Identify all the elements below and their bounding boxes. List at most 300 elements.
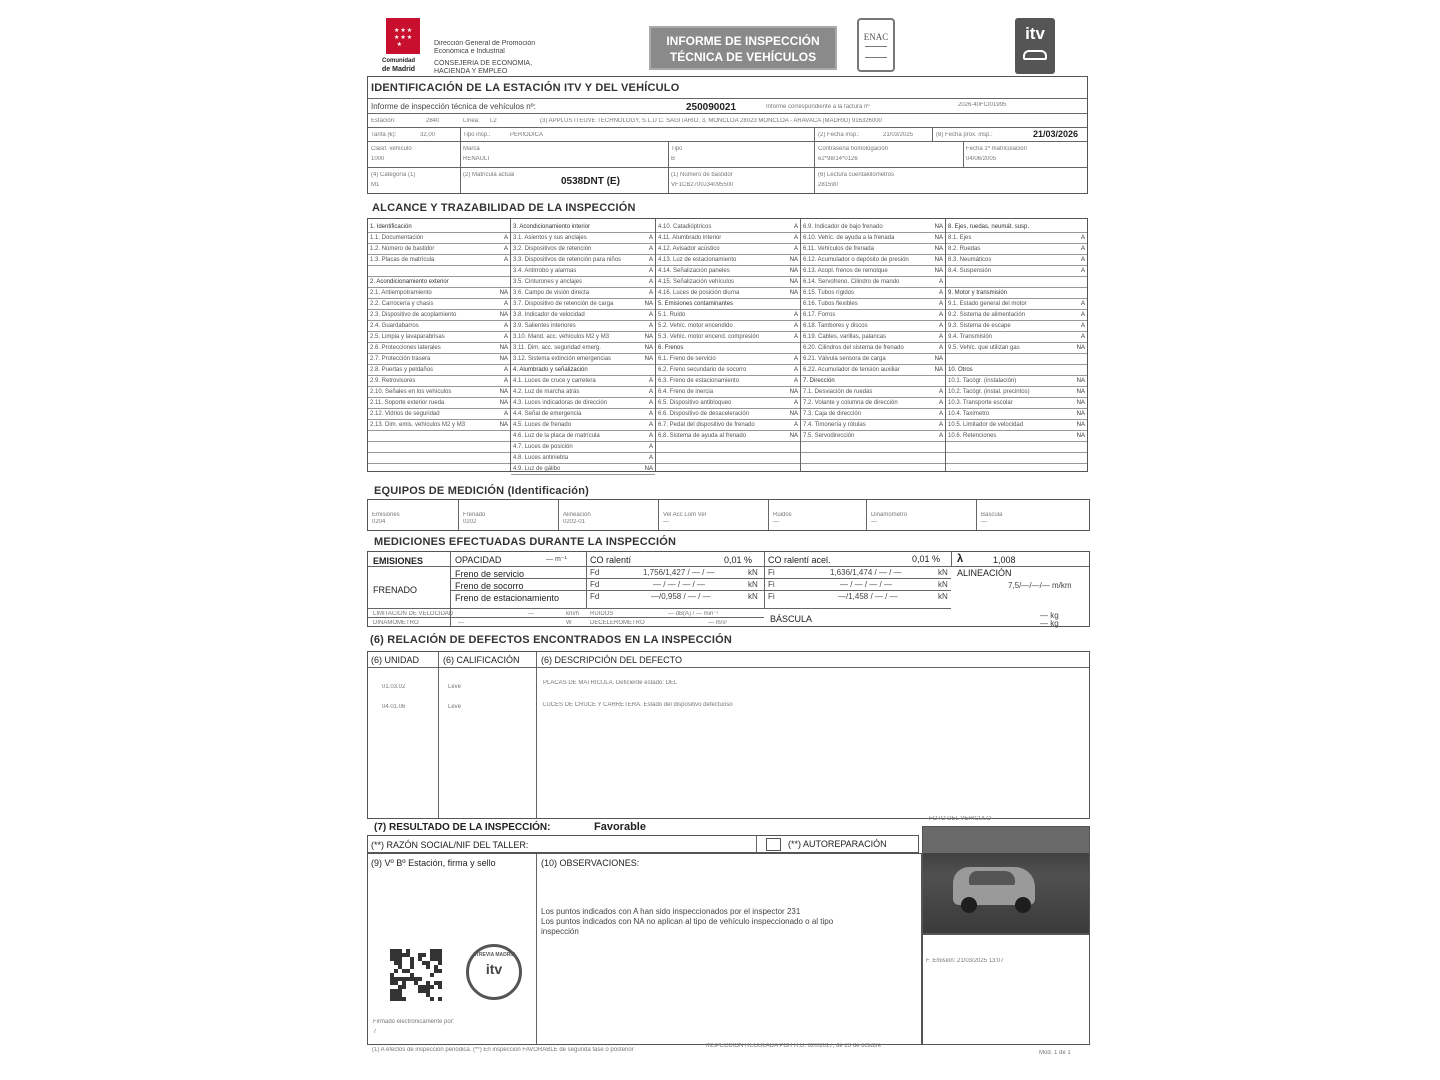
gov-logo <box>382 18 424 76</box>
parking-fi-label: Fi <box>768 593 775 601</box>
scope-item <box>368 354 510 365</box>
scope-item <box>511 409 655 420</box>
scope-item-label: 8.4. Suspensión <box>948 268 992 274</box>
dept-line2: Económica e Industrial <box>434 48 505 55</box>
scope-item <box>656 299 800 310</box>
scope-item <box>656 277 800 288</box>
self-repair-label: (**) AUTOREPARACIÓN <box>788 839 887 849</box>
scope-item-value: NA <box>499 312 508 318</box>
equipment-cell <box>558 500 659 530</box>
scope-item-value: A <box>1080 246 1085 252</box>
defect-unit-1: 01.03.02 <box>382 684 406 690</box>
equipment-label: Frenado <box>463 512 486 518</box>
seal-text: itv <box>485 961 503 977</box>
scope-item-label: 6.7. Pedal del dispositivo de frenado <box>658 422 755 428</box>
scope-item-value: A <box>648 444 653 450</box>
equipment-cell <box>458 500 559 530</box>
line-label: Línea: <box>463 118 480 124</box>
first-reg-value: 04/06/2005 <box>966 156 997 162</box>
gov-line2: de Madrid <box>382 66 416 73</box>
scope-item-label: 6.2. Freno secundario de socorro <box>658 367 747 373</box>
scope-item <box>511 453 655 464</box>
scale-value-1: — kg <box>1040 612 1059 620</box>
signature-label: (9) Vº Bº Estación, firma y sello <box>371 858 496 868</box>
scope-item <box>656 321 800 332</box>
emergency-brake-label: Freno de socorro <box>455 581 524 591</box>
scope-item <box>368 321 510 332</box>
decel-label: DECELERÓMETRO <box>590 620 645 626</box>
scope-item <box>946 255 1087 266</box>
odometer-value: 281590 <box>818 182 839 188</box>
scope-item-label: 8. Ejes, ruedas, neumát. susp. <box>948 224 1030 230</box>
service-fd-label: Fd <box>590 569 600 577</box>
scope-item-value: A <box>648 389 653 395</box>
type-insp-value: PERIÓDICA <box>510 132 544 138</box>
scope-item-value: A <box>938 290 943 296</box>
scope-item-label: 5.2. Vehíc. motor encendido <box>658 323 733 329</box>
scope-item <box>946 233 1087 244</box>
signed-by-label: Firmado electrónicamente por: <box>373 1019 455 1025</box>
measurements-title: MEDICIONES EFECTUADAS DURANTE LA INSPECCIÓN <box>374 536 677 548</box>
scope-item-value: NA <box>644 356 653 362</box>
scope-item-value: NA <box>1076 411 1085 417</box>
scope-item-label: 3.2. Dispositivos de retención <box>513 246 592 252</box>
scope-item-value: A <box>938 334 943 340</box>
scope-item-label: 9. Motor y transmisión <box>948 290 1008 296</box>
odometer-label: (6) Lectura cuentakilómetros <box>818 172 895 178</box>
vehicle-photo <box>922 826 1090 934</box>
scope-item-label: 5.1. Ruido <box>658 312 686 318</box>
scope-item <box>511 321 655 332</box>
scope-item-label: 2. Acondicionamiento exterior <box>370 279 449 285</box>
noise-value: — dB(A) / — min⁻¹ <box>668 611 719 617</box>
fee-value: 32,00 <box>420 132 436 138</box>
scope-item <box>656 244 800 255</box>
scope-item-label: 8.2. Ruedas <box>948 246 981 252</box>
scope-item-value: A <box>503 367 508 373</box>
scope-item <box>946 453 1087 464</box>
scope-item <box>511 255 655 266</box>
scope-item <box>656 354 800 365</box>
scope-item <box>946 354 1087 365</box>
scope-item <box>511 310 655 321</box>
fee-label: Tarifa (€): <box>371 132 397 138</box>
scope-item-label: 6.8. Sistema de ayuda al frenado <box>658 433 747 439</box>
scope-item <box>511 343 655 354</box>
scope-item <box>656 365 800 376</box>
scope-item-value: A <box>793 312 798 318</box>
scope-item-value: NA <box>1076 378 1085 384</box>
scope-item <box>656 288 800 299</box>
scope-item-label: 6.9. Indicador de bajo frenado <box>803 224 883 230</box>
footer-right: Mod. 1 de 1 <box>1039 1050 1071 1056</box>
seal-ring-text: ATREVIA MADRID <box>472 952 516 958</box>
service-brake-label: Freno de servicio <box>455 569 525 579</box>
next-date-label: (8) Fecha prox. insp.: <box>936 132 993 138</box>
scope-item-label: 9.3. Sistema de escape <box>948 323 1011 329</box>
tipo-label: Tipo <box>671 146 683 152</box>
scope-item <box>511 398 655 409</box>
scope-item-value: A <box>503 301 508 307</box>
scope-item-value: NA <box>644 301 653 307</box>
scope-item-value: A <box>648 257 653 263</box>
photo-label: FOTO DEL VEHÍCULO <box>929 816 992 822</box>
scope-item-label: 9.1. Estado general del motor <box>948 301 1027 307</box>
scope-item-label: 6. Frenos <box>658 345 684 351</box>
scope-item <box>511 222 655 233</box>
scope-item-value: A <box>793 367 798 373</box>
emergency-fi-value: — / — / — / — <box>840 581 893 589</box>
service-fi-value: 1,636/1,474 / — / — <box>830 569 902 577</box>
scope-item-value: A <box>1080 301 1085 307</box>
scope-item <box>656 398 800 409</box>
dept-line1: Dirección General de Promoción <box>434 40 536 47</box>
scope-item-label: 4.11. Alumbrado interior <box>658 235 722 241</box>
scope-item-value: NA <box>934 257 943 263</box>
equipment-value: — <box>871 519 877 525</box>
homolog-label: Contraseña homologación <box>818 146 889 152</box>
scope-item <box>368 387 510 398</box>
identification-section <box>367 76 1088 194</box>
scope-item-label: 2.3. Dispositivo de acoplamiento <box>370 312 457 318</box>
first-reg-label: Fecha 1ª matriculación <box>966 146 1027 152</box>
scope-item-label: 6.4. Freno de inercia <box>658 389 714 395</box>
station-value: 2840 <box>426 118 440 124</box>
scope-item-label: 3. Acondicionamiento interior <box>513 224 591 230</box>
date-insp-label: (2) Fecha insp.: <box>818 132 860 138</box>
scope-item-label: 4. Alumbrado y señalización <box>513 367 588 373</box>
equipment-value: 0204 <box>372 519 386 525</box>
scope-item <box>368 244 510 255</box>
scope-item-value: A <box>648 246 653 252</box>
scope-title: ALCANCE Y TRAZABILIDAD DE LA INSPECCIÓN <box>372 202 636 214</box>
scope-item <box>368 332 510 343</box>
measurements-table <box>367 551 1090 627</box>
scale-label: BÁSCULA <box>770 614 813 624</box>
scope-item-value: A <box>793 235 798 241</box>
scope-item <box>511 464 655 475</box>
defects-table <box>367 651 1090 819</box>
equipment-label: Dinamómetro <box>871 512 908 518</box>
scope-item-label: 2.7. Protección trasera <box>370 356 431 362</box>
qr-code <box>390 949 442 1001</box>
scope-item <box>656 431 800 442</box>
scope-item-value: NA <box>1076 433 1085 439</box>
scope-item-label: 6.13. Acopl. frenos de remolque <box>803 268 888 274</box>
scope-item-value: A <box>938 433 943 439</box>
scope-item-value: NA <box>789 290 798 296</box>
footer-center: INSPECCIÓN REGULADA POR R.D. 920/2017, de 23 de octubre <box>706 1043 882 1049</box>
scope-item <box>511 431 655 442</box>
scope-item-label: 3.6. Campo de visión directa <box>513 290 590 296</box>
lambda-value: 1,008 <box>993 555 1016 565</box>
scope-item-label: 2.11. Soporte exterior rueda <box>370 400 445 406</box>
scope-item-value: A <box>938 400 943 406</box>
co-idle-value: 0,01 % <box>724 555 753 565</box>
equipment-cell <box>368 500 458 530</box>
result-value: Favorable <box>594 821 646 833</box>
photo-footer-box <box>922 934 1090 1045</box>
equipment-items <box>368 500 1089 530</box>
scope-item <box>511 277 655 288</box>
homolog-value: e2*98/14*0126 <box>818 156 858 162</box>
scope-item-label: 3.9. Salientes interiores <box>513 323 576 329</box>
scope-item <box>946 332 1087 343</box>
scope-item-label: 2.9. Retrovisores <box>370 378 416 384</box>
scope-item <box>801 442 945 453</box>
scope-item <box>801 332 945 343</box>
scope-item-label: 7. Dirección <box>803 378 835 384</box>
scope-item <box>946 310 1087 321</box>
scope-item <box>511 376 655 387</box>
scope-item-label: 1. Identificación <box>370 224 412 230</box>
scope-item <box>656 255 800 266</box>
dyno-unit: W <box>566 620 572 626</box>
defects-col-rating: (6) CALIFICACIÓN <box>443 655 520 665</box>
scope-item <box>656 332 800 343</box>
gov-line1: Comunidad <box>382 58 415 64</box>
scope-item <box>801 233 945 244</box>
date-insp-value: 21/03/2025 <box>883 132 914 138</box>
car-icon <box>1023 50 1047 60</box>
scope-item-label: 8.3. Neumáticos <box>948 257 992 263</box>
scope-item-label: 2.5. Limpia y lavaparabrisas <box>370 334 445 340</box>
scope-item <box>511 354 655 365</box>
scope-item <box>368 222 510 233</box>
parking-fi-value: —/1,458 / — / — <box>838 593 898 601</box>
report-title-line1: INFORME DE INSPECCIÓN <box>666 34 820 48</box>
scope-item-label: 1.2. Número de bastidor <box>370 246 435 252</box>
madrid-flag-icon: ★★★ ★★★ ★ <box>386 18 420 54</box>
scope-item <box>801 420 945 431</box>
scope-item-value: NA <box>934 235 943 241</box>
scope-item-value: A <box>793 422 798 428</box>
scope-item-value: A <box>793 246 798 252</box>
emergency-fi-label: Fi <box>768 581 775 589</box>
scope-item-value: A <box>1080 312 1085 318</box>
scope-item <box>368 343 510 354</box>
opacity-value: — m⁻¹ <box>546 556 567 563</box>
equipment-label: Alineación <box>563 512 591 518</box>
scope-item-label: 2.13. Dim. emis. vehículos M2 y M3 <box>370 422 466 428</box>
scope-item-label: 2.12. Vidrios de seguridad <box>370 411 440 417</box>
scope-item-label: 4.1. Luces de cruce y carretera <box>513 378 596 384</box>
scope-item <box>946 343 1087 354</box>
scope-item-value: A <box>648 312 653 318</box>
scope-item-value: A <box>793 334 798 340</box>
defect-rating-2: Leve <box>448 704 462 710</box>
emergency-fi-unit: kN <box>938 581 948 589</box>
equipment-value: — <box>773 519 779 525</box>
scope-item-label: 2.10. Señales en los vehículos <box>370 389 452 395</box>
scope-item-label: 4.14. Señalización paneles <box>658 268 730 274</box>
decel-value: — m/s² <box>708 620 728 626</box>
scope-item <box>946 387 1087 398</box>
scope-item-label: 1.1. Documentación <box>370 235 424 241</box>
scope-item-value: NA <box>1076 400 1085 406</box>
scope-item-value: A <box>648 433 653 439</box>
scope-item <box>368 398 510 409</box>
scale-value-2: — kg <box>1040 620 1059 628</box>
scope-item-label: 6.18. Tambores y discos <box>803 323 868 329</box>
equipment-title: EQUIPOS DE MEDICIÓN (Identificación) <box>374 485 589 497</box>
station-label: Estación: <box>371 118 396 124</box>
scope-item-value: A <box>1080 334 1085 340</box>
scope-item <box>946 398 1087 409</box>
enac-text: ENAC <box>863 32 889 42</box>
observation-line1: Los puntos indicados con A han sido inspeccionados por el inspector 231 <box>541 907 801 916</box>
company-info: (3) APPLUS ITEUVE TECHNOLOGY, S.L.U C. SAGITARIO, 3, MONCLOA 28023 MONCLOA - ARAVACA (MADRID) 916326000 <box>540 118 882 124</box>
scope-item <box>801 398 945 409</box>
scope-item <box>946 266 1087 277</box>
scope-item <box>946 409 1087 420</box>
enac-logo <box>857 18 895 72</box>
scope-item-label: 1.3. Placas de matrícula <box>370 257 435 263</box>
scope-item-label: 6.1. Freno de servicio <box>658 356 716 362</box>
scope-item-label: 6.17. Forros <box>803 312 836 318</box>
scope-item-label: 9.2. Sistema de alimentación <box>948 312 1026 318</box>
scope-item-value: NA <box>499 422 508 428</box>
scope-item-value: NA <box>934 356 943 362</box>
scope-item-label: 9.5. Vehíc. que utilizan gas <box>948 345 1020 351</box>
scope-item <box>946 321 1087 332</box>
scope-item-value: A <box>503 378 508 384</box>
parking-fd-unit: kN <box>748 593 758 601</box>
scope-item-value: A <box>938 345 943 351</box>
scope-item-label: 6.22. Acumulador de tensión auxiliar <box>803 367 900 373</box>
scope-item-label: 4.12. Avisador acústico <box>658 246 720 252</box>
self-repair-checkbox[interactable] <box>766 838 781 851</box>
opacity-label: OPACIDAD <box>455 555 502 565</box>
scope-item-value: A <box>1080 268 1085 274</box>
lambda-label: λ <box>957 553 964 565</box>
chassis-label: (1) Número de bastidor <box>671 172 733 178</box>
scope-item-label: 4.10. Catadióptricos <box>658 224 712 230</box>
scope-item-label: 4.3. Luces indicadoras de dirección <box>513 400 608 406</box>
brand-value: RENAULT <box>463 156 491 162</box>
scope-item-value: A <box>648 411 653 417</box>
scope-item-value: NA <box>1076 389 1085 395</box>
itv-logo <box>1015 18 1055 74</box>
scope-item <box>801 343 945 354</box>
observation-line3: inspección <box>541 927 579 936</box>
scope-item-label: 4.9. Luz de gálibo <box>513 466 561 472</box>
scope-item-label: 7.4. Timonería y rótulas <box>803 422 866 428</box>
scope-item <box>656 310 800 321</box>
scope-item-label: 2.4. Guardabarros <box>370 323 419 329</box>
plate-value: 0538DNT (E) <box>561 176 620 187</box>
scope-item <box>511 299 655 310</box>
equipment-table <box>367 499 1090 531</box>
equipment-label: Emisiones <box>372 512 400 518</box>
parking-fd-label: Fd <box>590 593 600 601</box>
scope-item-value: A <box>648 290 653 296</box>
scope-item <box>946 442 1087 453</box>
issued-date: F. Emisión: 21/03/2025 13:07 <box>926 958 1004 964</box>
scope-item-value: A <box>793 323 798 329</box>
scope-item <box>656 266 800 277</box>
parking-fd-value: —/0,958 / — / — <box>651 593 711 601</box>
equipment-value: — <box>981 519 987 525</box>
equipment-value: 0202-01 <box>563 519 586 525</box>
scope-item <box>656 222 800 233</box>
scope-item-value: A <box>793 356 798 362</box>
chassis-value: VF1CB2700J34095500 <box>671 182 734 188</box>
category-value: M1 <box>371 182 380 188</box>
scope-item-value: A <box>793 378 798 384</box>
scope-item <box>368 310 510 321</box>
speed-limit-value: — <box>528 611 534 617</box>
scope-item-label: 3.10. Mand. acc. vehículos M2 y M3 <box>513 334 610 340</box>
scope-item <box>946 244 1087 255</box>
scope-item-label: 3.4. Antirrobo y alarmas <box>513 268 577 274</box>
scope-item-value: A <box>938 411 943 417</box>
scope-item <box>801 299 945 310</box>
scope-item <box>511 332 655 343</box>
defects-col-unit: (6) UNIDAD <box>371 655 420 665</box>
scope-item <box>801 431 945 442</box>
scope-item-value: A <box>648 235 653 241</box>
scope-item-value: A <box>503 257 508 263</box>
service-fd-unit: kN <box>748 569 758 577</box>
scope-item-label: 6.21. Válvula sensora de carga <box>803 356 886 362</box>
scope-item-value: A <box>938 279 943 285</box>
report-number: 250090021 <box>686 102 737 113</box>
scope-item-label: 6.20. Cilindros del sistema de frenado <box>803 345 904 351</box>
scope-item-value: A <box>1080 323 1085 329</box>
scope-item <box>368 233 510 244</box>
scope-item-value: A <box>648 378 653 384</box>
scope-item-value: NA <box>934 268 943 274</box>
scope-item-value: A <box>503 323 508 329</box>
scope-item-label: 4.13. Luz de estacionamiento <box>658 257 737 263</box>
scope-item-label: 7.2. Volante y columna de dirección <box>803 400 898 406</box>
scope-item-value: NA <box>789 433 798 439</box>
equipment-value: — <box>663 519 669 525</box>
scope-item <box>511 387 655 398</box>
plate-label: (2) Matrícula actual <box>463 172 515 178</box>
speed-unit: km/h <box>566 611 580 617</box>
scope-item-label: 7.3. Caja de dirección <box>803 411 862 417</box>
itv-text: itv <box>1025 24 1045 43</box>
equipment-label: Ruidos <box>773 512 792 518</box>
identification-title: IDENTIFICACIÓN DE LA ESTACIÓN ITV Y DEL VEHÍCULO <box>371 82 680 94</box>
scope-item <box>801 409 945 420</box>
scope-item <box>801 453 945 464</box>
defects-title: (6) RELACIÓN DE DEFECTOS ENCONTRADOS EN LA INSPECCIÓN <box>370 634 733 646</box>
scope-item-value: A <box>648 400 653 406</box>
scope-item-label: 6.16. Tubos flexibles <box>803 301 858 307</box>
scope-item-label: 4.5. Luces de frenado <box>513 422 572 428</box>
scope-item-label: 10.2. Tacógr. (instal. precintos) <box>948 389 1030 395</box>
scope-item-value: NA <box>644 334 653 340</box>
scope-item-label: 8.1. Ejes <box>948 235 972 241</box>
scope-item <box>656 409 800 420</box>
defects-col-desc: (6) DESCRIPCIÓN DEL DEFECTO <box>541 655 683 665</box>
scope-item-label: 6.19. Cables, varillas, palancas <box>803 334 887 340</box>
tipo-value: B <box>671 156 676 162</box>
scope-item <box>511 420 655 431</box>
scope-item <box>511 233 655 244</box>
invoice-label: Informe correspondiente a la factura nº <box>766 104 870 110</box>
scope-item <box>368 376 510 387</box>
speed-limit-label: LIMITACIÓN DE VELOCIDAD <box>373 611 454 617</box>
scope-item-label: 6.14. Servofreno. Cilindro de mando <box>803 279 900 285</box>
scope-item <box>946 365 1087 376</box>
dept-line4: HACIENDA Y EMPLEO <box>434 68 508 75</box>
scope-item-label: 10. Otros <box>948 367 973 373</box>
scope-item <box>656 420 800 431</box>
